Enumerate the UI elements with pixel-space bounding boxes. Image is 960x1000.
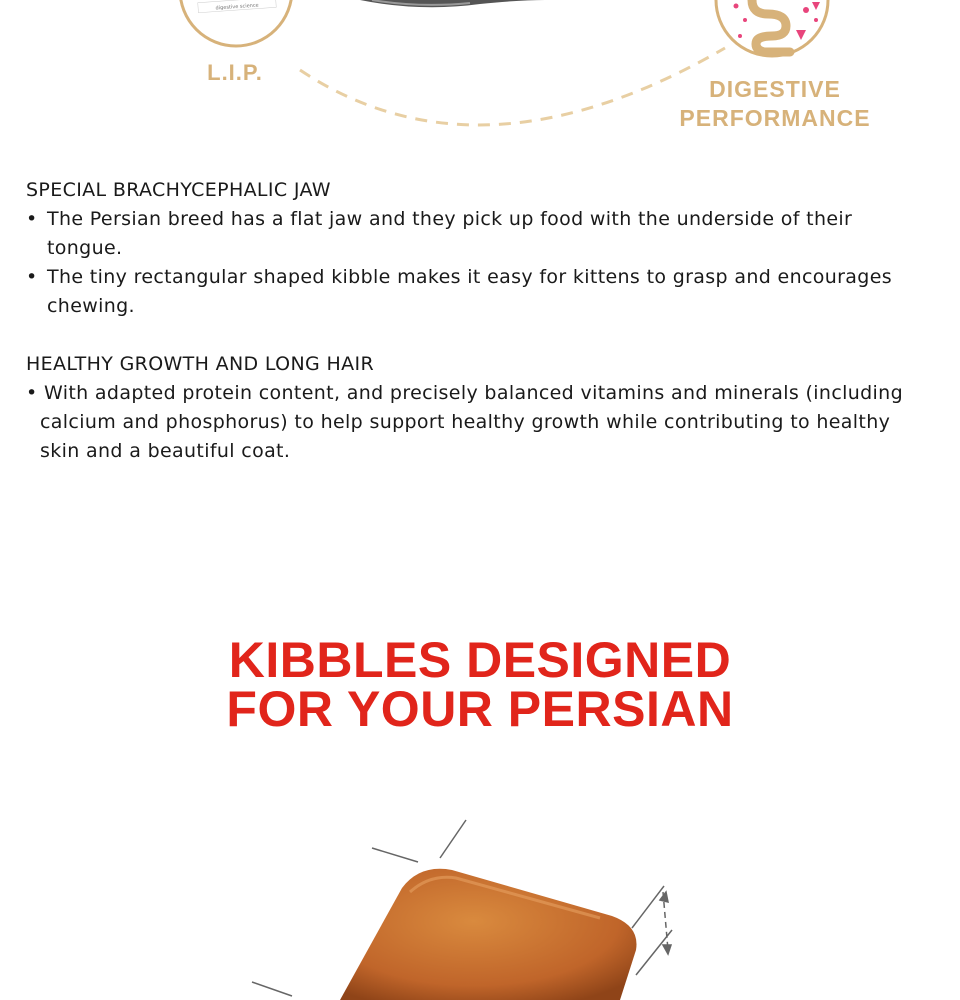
digestive-label-line2: PERFORMANCE xyxy=(679,105,871,131)
kibble-illustration xyxy=(0,800,960,1000)
cat-image-fragment xyxy=(360,0,545,7)
bullet-list xyxy=(26,379,946,466)
section-brachycephalic-jaw xyxy=(26,176,946,321)
kibbles-title-line1: KIBBLES DESIGNED xyxy=(228,632,732,688)
list-item-line: chewing. xyxy=(47,295,135,317)
bullet-list xyxy=(26,205,946,321)
list-item xyxy=(26,205,946,263)
section-heading: SPECIAL BRACHYCEPHALIC JAW xyxy=(26,179,331,201)
lip-label: L.I.P. xyxy=(207,60,263,85)
list-item-line: skin and a beautiful coat. xyxy=(40,440,291,462)
bullet-icon: • xyxy=(26,208,38,230)
digestive-performance-label xyxy=(650,75,900,133)
digestive-badge-icon xyxy=(716,0,828,56)
list-item xyxy=(26,379,946,466)
list-item-line: With adapted protein content, and precisely balanced vitamins and minerals (including xyxy=(44,382,903,404)
bullet-icon: • xyxy=(26,266,38,288)
kibbles-title-line2: FOR YOUR PERSIAN xyxy=(226,681,734,737)
section-heading: HEALTHY GROWTH AND LONG HAIR xyxy=(26,353,375,375)
list-item-line: tongue. xyxy=(47,237,123,259)
section-healthy-growth xyxy=(26,350,946,466)
list-item-line: calcium and phosphorus) to help support healthy growth while contributing to healthy xyxy=(40,411,891,433)
list-item-line: The Persian breed has a flat jaw and they pick up food with the underside of their xyxy=(47,208,853,230)
bullet-icon: • xyxy=(26,382,38,404)
lip-badge-icon xyxy=(180,0,292,46)
list-item xyxy=(26,263,946,321)
lip-seal-text: digestive science xyxy=(215,2,259,12)
digestive-label-line1: DIGESTIVE xyxy=(709,76,841,102)
list-item-line: The tiny rectangular shaped kibble makes it easy for kittens to grasp and encourages xyxy=(47,266,892,288)
kibbles-title xyxy=(0,632,960,737)
